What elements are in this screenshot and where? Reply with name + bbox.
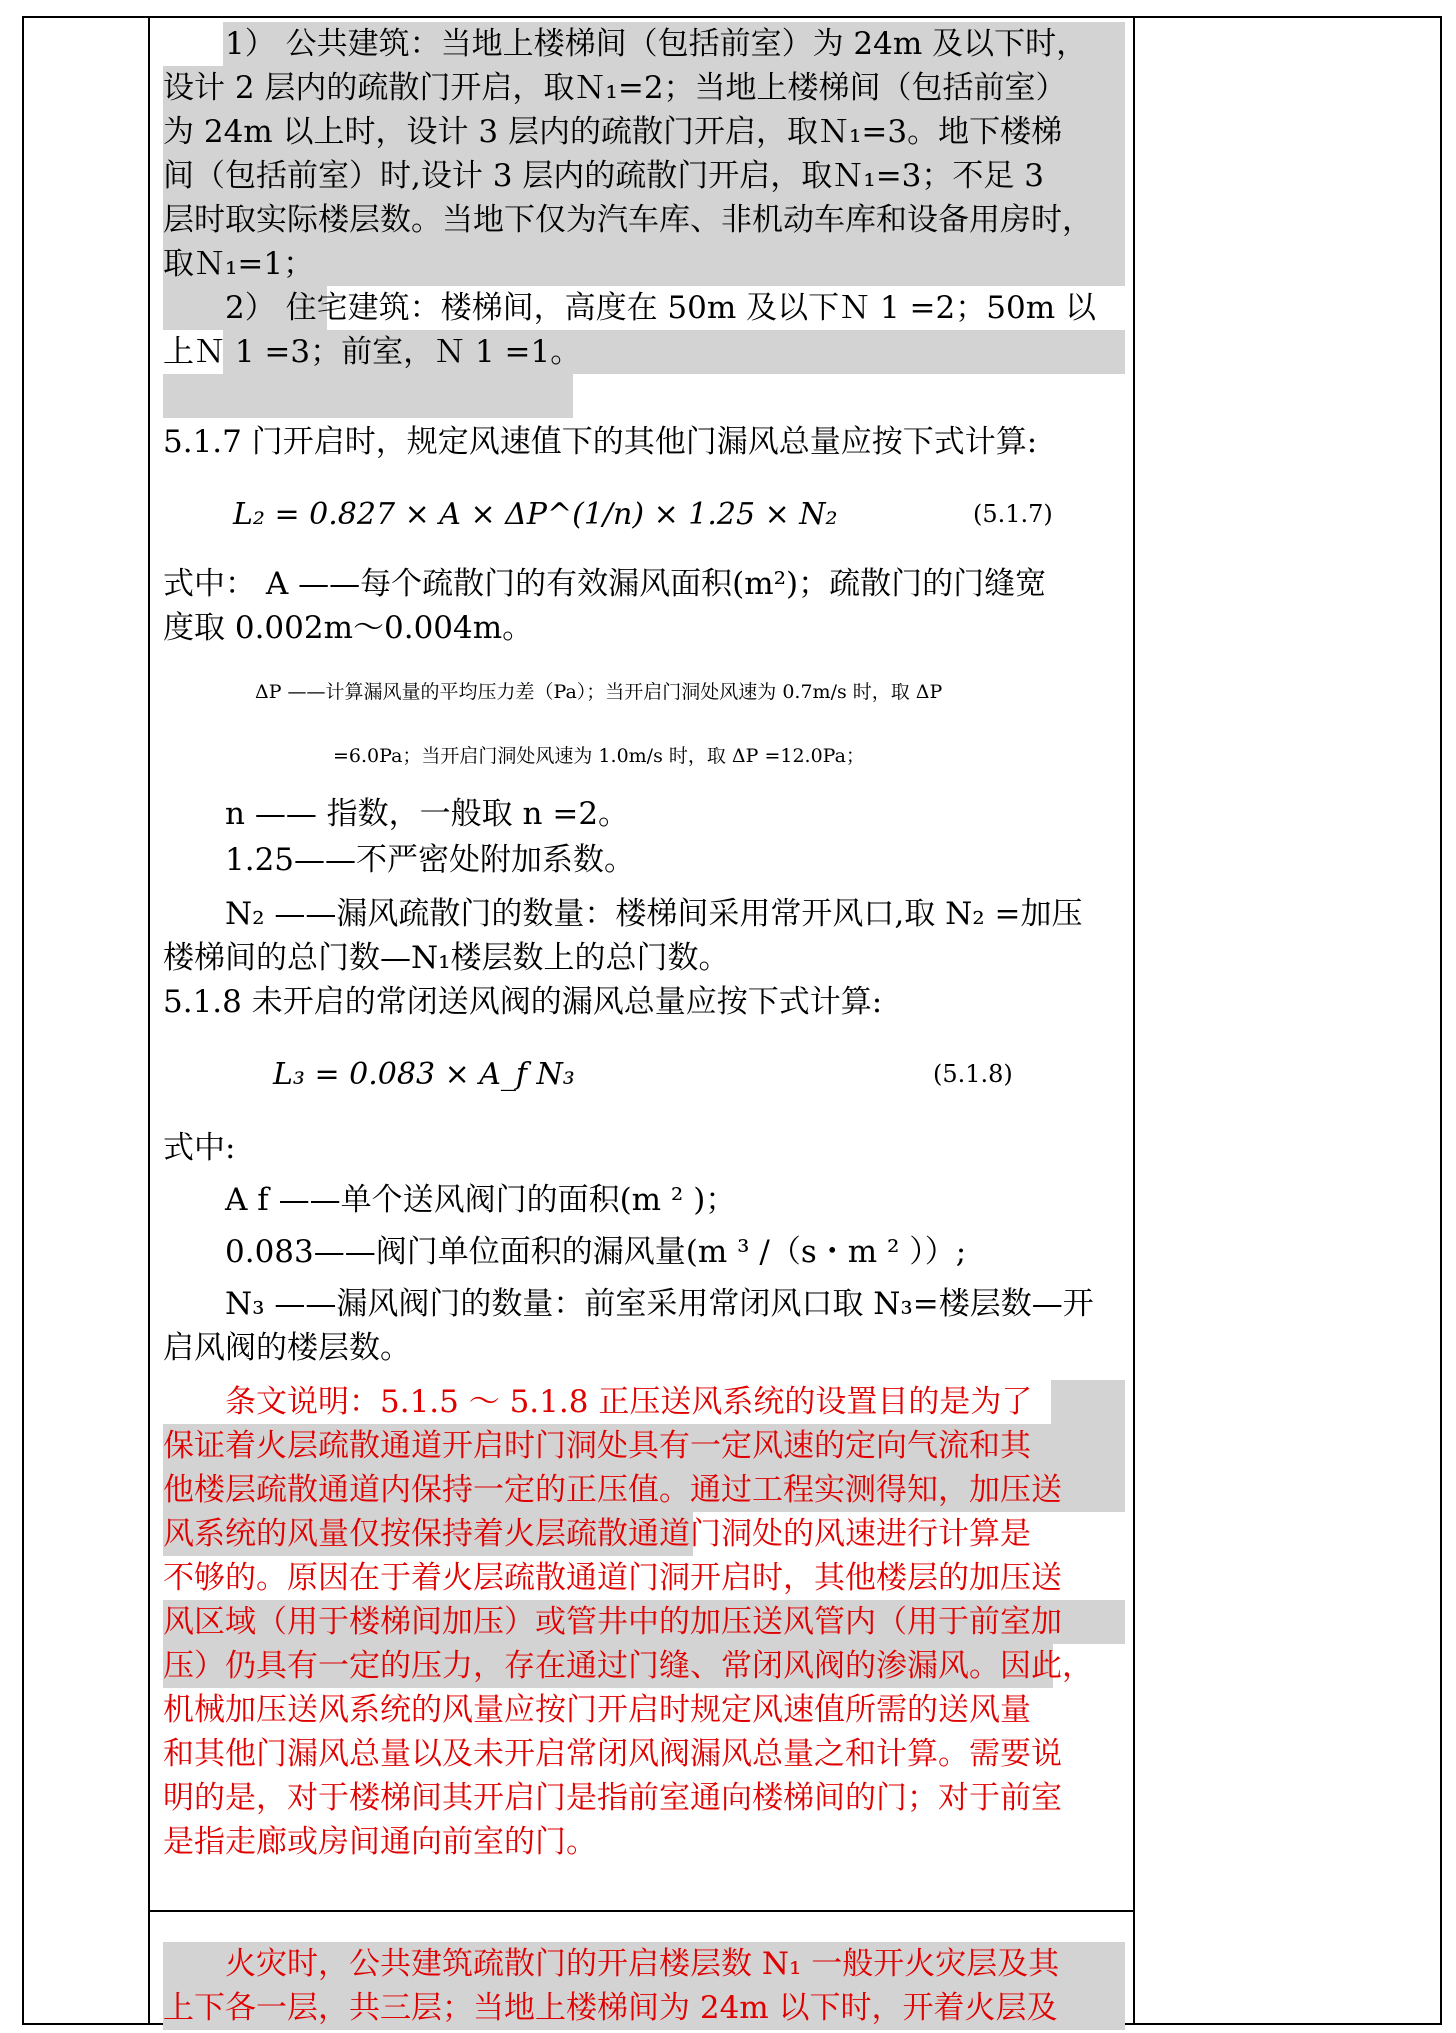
section-heading: 5.1.7 门开启时，规定风速值下的其他门漏风总量应按下式计算: — [163, 424, 1038, 460]
text-line: 式中: — [163, 1130, 236, 1166]
text-line: A f ——单个送风阀门的面积(m ² )； — [163, 1182, 737, 1218]
text-line: 0.083——阀门单位面积的漏风量(m ³ /（s・m ² ））; — [163, 1234, 967, 1270]
text-line: 式中： A ——每个疏散门的有效漏风面积(m²)；疏散门的门缝宽 — [163, 566, 1047, 602]
note-line: 不够的。原因在于着火层疏散通道门洞开启时，其他楼层的加压送 — [163, 1560, 1062, 1596]
note-line: 风系统的风量仅按保持着火层疏散通道门洞处的风速进行计算是 — [163, 1516, 1031, 1552]
text-line: 层时取实际楼层数。当地下仅为汽车库、非机动车库和设备用房时， — [163, 202, 1093, 238]
highlight — [1051, 1380, 1125, 1424]
equation-number: (5.1.7) — [973, 500, 1053, 528]
note-line: 火灾时，公共建筑疏散门的开启楼层数 N₁ 一般开火灾层及其 — [163, 1946, 1060, 1982]
note-line: 压）仍具有一定的压力，存在通过门缝、常闭风阀的渗漏风。因此， — [163, 1648, 1093, 1684]
section-heading: 5.1.8 未开启的常闭送风阀的漏风总量应按下式计算: — [163, 984, 883, 1020]
text-line: 2） 住宅建筑：楼梯间，高度在 50m 及以下Ｎ 1 =2；50m 以 — [163, 290, 1096, 326]
text-line: 楼梯间的总门数—N₁楼层数上的总门数。 — [163, 940, 730, 976]
text-line: ΔP ——计算漏风量的平均压力差（Pa）；当开启门洞处风速为 0.7m/s 时，取 ΔP — [255, 681, 943, 703]
formula-5-1-7: L₂ = 0.827 × A × ΔP^(1/n) × 1.25 × N₂ — [233, 497, 838, 532]
text-line: 度取 0.002m～0.004m。 — [163, 610, 534, 646]
note-line: 风区域（用于楼梯间加压）或管井中的加压送风管内（用于前室加 — [163, 1604, 1062, 1640]
note-line: 是指走廊或房间通向前室的门。 — [163, 1824, 597, 1860]
text-line: 上Ｎ 1 =3；前室，Ｎ 1 =1。 — [163, 334, 582, 370]
note-line: 明的是，对于楼梯间其开启门是指前室通向楼梯间的门；对于前室 — [163, 1780, 1062, 1816]
text-line: N₂ ——漏风疏散门的数量：楼梯间采用常开风口,取 N₂ =加压 — [163, 896, 1083, 932]
text-line: 1） 公共建筑：当地上楼梯间（包括前室）为 24m 及以下时， — [163, 26, 1088, 62]
text-line: n —— 指数，一般取 n =2。 — [163, 796, 630, 832]
note-line: 上下各一层，共三层；当地上楼梯间为 24m 以下时，开着火层及 — [163, 1990, 1058, 2026]
column-divider-right — [1133, 16, 1135, 2025]
row-divider — [148, 1910, 1134, 1912]
note-line: 条文说明：5.1.5 ～ 5.1.8 正压送风系统的设置目的是为了 — [163, 1384, 1033, 1420]
formula-5-1-8: L₃ = 0.083 × A_f N₃ — [273, 1057, 575, 1092]
equation-number: (5.1.8) — [933, 1060, 1013, 1088]
text-line: 启风阀的楼层数。 — [163, 1330, 411, 1366]
text-line: 取Ｎ₁=1； — [163, 246, 315, 282]
highlight — [163, 374, 573, 418]
note-line: 保证着火层疏散通道开启时门洞处具有一定风速的定向气流和其 — [163, 1428, 1031, 1464]
text-line: 间（包括前室）时,设计 3 层内的疏散门开启，取Ｎ₁=3；不足 3 — [163, 158, 1044, 194]
note-line: 他楼层疏散通道内保持一定的正压值。通过工程实测得知，加压送 — [163, 1472, 1062, 1508]
text-line: =6.0Pa；当开启门洞处风速为 1.0m/s 时，取 ΔP =12.0Pa； — [333, 745, 865, 767]
column-divider-left — [148, 16, 150, 2025]
note-line: 机械加压送风系统的风量应按门开启时规定风速值所需的送风量 — [163, 1692, 1031, 1728]
note-line: 和其他门漏风总量以及未开启常闭风阀漏风总量之和计算。需要说 — [163, 1736, 1062, 1772]
text-line: 1.25——不严密处附加系数。 — [163, 842, 636, 878]
text-line: N₃ ——漏风阀门的数量：前室采用常闭风口取 N₃=楼层数—开 — [163, 1286, 1094, 1322]
text-line: 为 24m 以上时，设计 3 层内的疏散门开启，取Ｎ₁=3。地下楼梯 — [163, 114, 1063, 150]
text-line: 设计 2 层内的疏散门开启，取Ｎ₁=2；当地上楼梯间（包括前室） — [163, 70, 1067, 106]
